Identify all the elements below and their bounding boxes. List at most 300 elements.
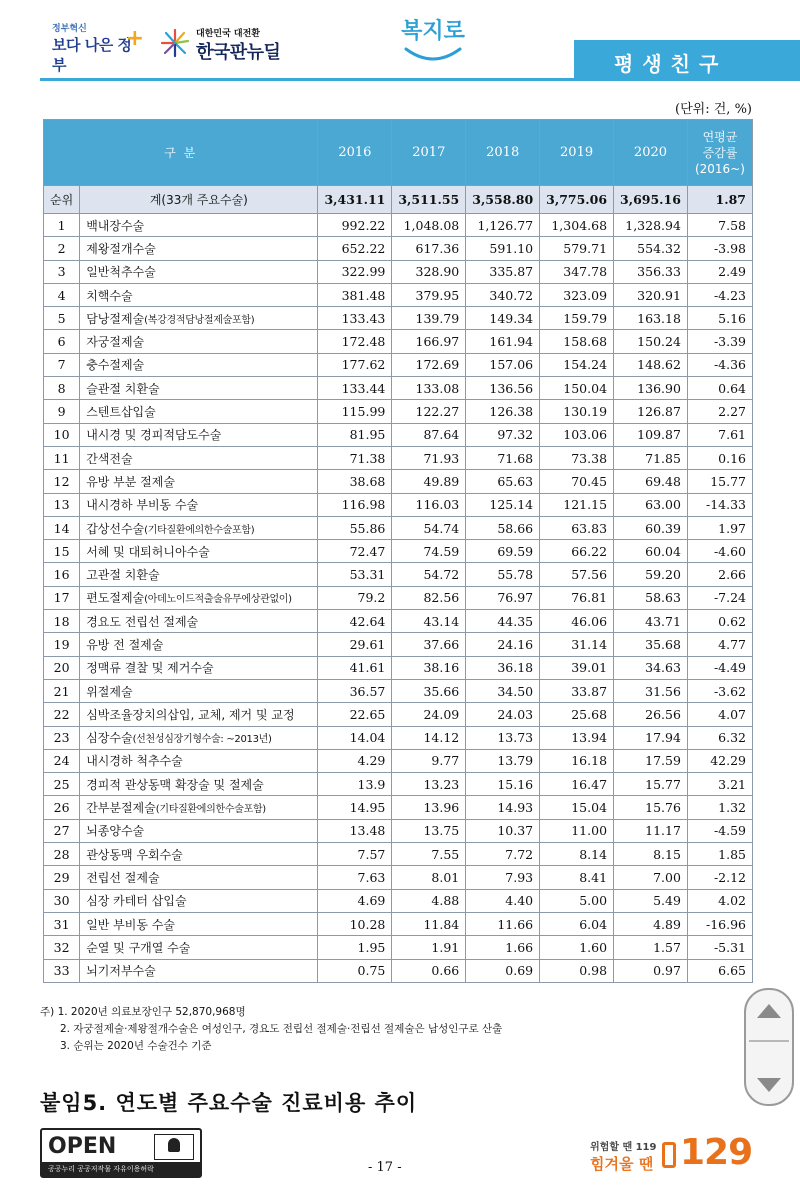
cell-growth-rate: -3.98 [687, 237, 752, 260]
cell-2016: 13.48 [318, 819, 392, 842]
cell-2020: 17.59 [614, 749, 688, 772]
row-rank: 26 [44, 796, 80, 819]
cell-2020: 8.15 [614, 843, 688, 866]
cell-2017: 139.79 [392, 307, 466, 330]
total-2019: 3,775.06 [540, 186, 614, 214]
cell-2019: 11.00 [540, 819, 614, 842]
cell-2019: 159.79 [540, 307, 614, 330]
cell-2017: 74.59 [392, 540, 466, 563]
cell-2020: 7.00 [614, 866, 688, 889]
row-surgery-name [80, 423, 318, 446]
cell-2016: 79.2 [318, 586, 392, 609]
cell-2017: 24.09 [392, 703, 466, 726]
cell-2019: 0.98 [540, 959, 614, 982]
smile-arc-icon [398, 45, 468, 67]
cell-2017: 11.84 [392, 912, 466, 935]
row-rank: 9 [44, 400, 80, 423]
cell-2019: 130.19 [540, 400, 614, 423]
surgery-name-text: 뇌기저부수술 [86, 964, 156, 979]
row-rank: 18 [44, 610, 80, 633]
cell-2018: 591.10 [466, 237, 540, 260]
surgery-name-note: (아데노이드적출술유무에상관없이) [144, 594, 292, 606]
cell-growth-rate: -2.12 [687, 866, 752, 889]
cell-2016: 42.64 [318, 610, 392, 633]
cell-2019: 1,304.68 [540, 214, 614, 237]
cell-2017: 49.89 [392, 470, 466, 493]
unit-label: (단위: 건, %) [675, 102, 752, 117]
phone-icon [662, 1142, 676, 1168]
cell-2017: 116.03 [392, 493, 466, 516]
row-surgery-name [80, 214, 318, 237]
table-row [44, 936, 753, 959]
cell-2018: 126.38 [466, 400, 540, 423]
row-rank: 27 [44, 819, 80, 842]
surgery-name-text: 일반척추수술 [86, 265, 156, 280]
cell-growth-rate: 15.77 [687, 470, 752, 493]
table-row [44, 260, 753, 283]
cell-2019: 63.83 [540, 516, 614, 539]
cell-2018: 149.34 [466, 307, 540, 330]
surgery-name-text: 전립선 절제술 [86, 870, 160, 885]
cell-2017: 1,048.08 [392, 214, 466, 237]
cell-2018: 161.94 [466, 330, 540, 353]
cell-2017: 122.27 [392, 400, 466, 423]
cell-growth-rate: -7.24 [687, 586, 752, 609]
cell-2016: 652.22 [318, 237, 392, 260]
cell-2019: 1.60 [540, 936, 614, 959]
cell-2020: 554.32 [614, 237, 688, 260]
surgery-name-text: 내시경하 부비동 수술 [86, 498, 199, 513]
cell-2017: 9.77 [392, 749, 466, 772]
cell-2016: 177.62 [318, 353, 392, 376]
cell-2019: 13.94 [540, 726, 614, 749]
row-surgery-name [80, 773, 318, 796]
cell-2017: 7.55 [392, 843, 466, 866]
note-1: 주) 1. 2020년 의료보장인구 52,870,968명 [40, 1006, 246, 1018]
cell-2017: 35.66 [392, 679, 466, 702]
row-rank: 7 [44, 353, 80, 376]
cell-2020: 320.91 [614, 283, 688, 306]
row-rank: 1 [44, 214, 80, 237]
cell-2018: 65.63 [466, 470, 540, 493]
page-header [0, 0, 800, 80]
cell-2018: 36.18 [466, 656, 540, 679]
growth-rate-line2: 증감률 [702, 145, 738, 160]
cell-2020: 136.90 [614, 377, 688, 400]
cell-2016: 7.63 [318, 866, 392, 889]
cell-2018: 13.73 [466, 726, 540, 749]
total-2018: 3,558.80 [466, 186, 540, 214]
cell-2018: 136.56 [466, 377, 540, 400]
cell-2018: 13.79 [466, 749, 540, 772]
open-license-caption: 공공누리 공공저작물 자유이용허락 [42, 1162, 200, 1176]
surgery-name-text: 심박조율장치의삽입, 교체, 제거 및 교정 [86, 707, 295, 722]
cell-2017: 37.66 [392, 633, 466, 656]
cell-growth-rate: 2.49 [687, 260, 752, 283]
row-surgery-name [80, 749, 318, 772]
cell-growth-rate: -4.36 [687, 353, 752, 376]
cell-2017: 14.12 [392, 726, 466, 749]
rank-header: 순위 [44, 186, 80, 214]
open-label: OPEN [48, 1134, 117, 1159]
surgery-name-text: 충수절제술 [86, 358, 145, 373]
cell-growth-rate: 4.02 [687, 889, 752, 912]
cell-2019: 33.87 [540, 679, 614, 702]
surgery-name-note: (선천성심장기형수술: ~2013년) [132, 734, 272, 746]
header-category: 구 분 [44, 120, 318, 186]
header-divider [40, 78, 800, 81]
cell-growth-rate: 0.64 [687, 377, 752, 400]
surgery-name-text: 갑상선수술 [86, 521, 145, 536]
cell-2017: 38.16 [392, 656, 466, 679]
korean-new-deal-logo [160, 24, 300, 66]
cell-2019: 76.81 [540, 586, 614, 609]
cell-2016: 133.44 [318, 377, 392, 400]
total-2016: 3,431.11 [318, 186, 392, 214]
cell-2019: 158.68 [540, 330, 614, 353]
table-header-row [44, 120, 753, 186]
cell-2016: 36.57 [318, 679, 392, 702]
cell-growth-rate: -3.62 [687, 679, 752, 702]
growth-rate-line3: (2016~) [694, 161, 745, 176]
row-rank: 8 [44, 377, 80, 400]
cell-growth-rate: -16.96 [687, 912, 752, 935]
header-year-2016: 2016 [318, 120, 392, 186]
row-rank: 20 [44, 656, 80, 679]
cell-growth-rate: 42.29 [687, 749, 752, 772]
row-rank: 2 [44, 237, 80, 260]
cell-2017: 13.23 [392, 773, 466, 796]
cell-2017: 1.91 [392, 936, 466, 959]
bokjiro-logo [398, 14, 468, 70]
surgery-name-note: (기타질환에의한수술포함) [144, 524, 255, 536]
table-row [44, 912, 753, 935]
total-label: 계(33개 주요수술) [80, 186, 318, 214]
row-rank: 13 [44, 493, 80, 516]
cell-2020: 35.68 [614, 633, 688, 656]
page-scroll-control[interactable] [744, 988, 794, 1106]
surgery-name-text: 자궁절제술 [86, 335, 145, 350]
surgery-name-text: 일반 부비동 수술 [86, 917, 175, 932]
cell-2019: 323.09 [540, 283, 614, 306]
row-rank: 19 [44, 633, 80, 656]
cell-2017: 617.36 [392, 237, 466, 260]
row-surgery-name [80, 679, 318, 702]
cell-2019: 579.71 [540, 237, 614, 260]
banner-text: 평생친구 [614, 52, 728, 76]
table-row [44, 796, 753, 819]
row-rank: 33 [44, 959, 80, 982]
row-rank: 5 [44, 307, 80, 330]
cell-2018: 14.93 [466, 796, 540, 819]
row-surgery-name [80, 446, 318, 469]
cell-2018: 24.03 [466, 703, 540, 726]
table-row [44, 516, 753, 539]
table-row [44, 703, 753, 726]
note-3: 3. 순위는 2020년 수술건수 기준 [60, 1040, 212, 1052]
gov-logo-text: 보다 나은 정부 [52, 36, 132, 74]
cell-2018: 10.37 [466, 819, 540, 842]
table-row [44, 470, 753, 493]
cell-2019: 6.04 [540, 912, 614, 935]
table-row [44, 656, 753, 679]
gov-innovation-logo [52, 24, 144, 74]
cell-2020: 60.04 [614, 540, 688, 563]
row-surgery-name [80, 563, 318, 586]
cell-2018: 76.97 [466, 586, 540, 609]
surgery-name-text: 내시경하 척추수술 [86, 754, 183, 769]
header-year-2020: 2020 [614, 120, 688, 186]
cell-2019: 121.15 [540, 493, 614, 516]
table-row [44, 819, 753, 842]
table-row [44, 423, 753, 446]
cell-2016: 4.69 [318, 889, 392, 912]
open-license-badge [40, 1128, 202, 1178]
cell-2018: 55.78 [466, 563, 540, 586]
surgery-name-text: 경피적 관상동맥 확장술 및 절제술 [86, 777, 264, 792]
surgery-name-text: 편도절제술 [86, 591, 145, 606]
cell-2017: 82.56 [392, 586, 466, 609]
cell-2016: 41.61 [318, 656, 392, 679]
table-row [44, 353, 753, 376]
cell-2017: 172.69 [392, 353, 466, 376]
cell-growth-rate: 5.16 [687, 307, 752, 330]
cell-2020: 43.71 [614, 610, 688, 633]
cell-2017: 13.75 [392, 819, 466, 842]
cell-2019: 57.56 [540, 563, 614, 586]
cell-2018: 58.66 [466, 516, 540, 539]
cell-2019: 16.47 [540, 773, 614, 796]
cell-2018: 44.35 [466, 610, 540, 633]
cell-2017: 13.96 [392, 796, 466, 819]
surgery-name-text: 내시경 및 경피적담도수술 [86, 428, 222, 443]
surgery-name-note: (기타질환에의한수술포함) [155, 804, 266, 816]
cell-2016: 1.95 [318, 936, 392, 959]
row-rank: 25 [44, 773, 80, 796]
table-row [44, 866, 753, 889]
surgery-name-text: 뇌종양수술 [86, 824, 145, 839]
row-rank: 31 [44, 912, 80, 935]
table-row [44, 400, 753, 423]
cell-2018: 4.40 [466, 889, 540, 912]
cell-growth-rate: -4.59 [687, 819, 752, 842]
table-row [44, 377, 753, 400]
cell-2016: 116.98 [318, 493, 392, 516]
row-rank: 4 [44, 283, 80, 306]
new-deal-small-text: 대한민국 대전환 [196, 29, 260, 39]
table-row [44, 563, 753, 586]
surgery-name-text: 간색전술 [86, 451, 133, 466]
table-row [44, 749, 753, 772]
surgery-name-text: 간부분절제술 [86, 801, 156, 816]
scroll-up-icon[interactable] [757, 1004, 781, 1018]
surgery-name-text: 고관절 치환술 [86, 568, 160, 583]
row-surgery-name [80, 610, 318, 633]
table-row [44, 889, 753, 912]
scroll-divider [749, 1040, 789, 1042]
hotline-big-text: 힘겨울 땐 [590, 1155, 654, 1173]
cell-2019: 103.06 [540, 423, 614, 446]
row-surgery-name [80, 540, 318, 563]
row-surgery-name [80, 283, 318, 306]
row-rank: 22 [44, 703, 80, 726]
cell-2020: 71.85 [614, 446, 688, 469]
surgery-name-text: 관상동맥 우회수술 [86, 847, 183, 862]
cell-growth-rate: -4.23 [687, 283, 752, 306]
cell-2017: 4.88 [392, 889, 466, 912]
row-rank: 29 [44, 866, 80, 889]
cell-2019: 70.45 [540, 470, 614, 493]
cell-2019: 39.01 [540, 656, 614, 679]
cell-2018: 0.69 [466, 959, 540, 982]
cell-2016: 55.86 [318, 516, 392, 539]
new-deal-text: 한국판뉴딜 [196, 42, 281, 63]
cell-growth-rate: 0.62 [687, 610, 752, 633]
total-2020: 3,695.16 [614, 186, 688, 214]
cell-2016: 29.61 [318, 633, 392, 656]
attribution-icon [154, 1134, 194, 1160]
header-growth-rate [687, 120, 752, 186]
row-surgery-name [80, 586, 318, 609]
cell-2019: 347.78 [540, 260, 614, 283]
gov-logo-small-text: 정부혁신 [52, 24, 87, 34]
row-rank: 21 [44, 679, 80, 702]
surgery-name-text: 유방 부분 절제술 [86, 474, 175, 489]
cell-2018: 34.50 [466, 679, 540, 702]
row-surgery-name [80, 703, 318, 726]
cell-2020: 15.77 [614, 773, 688, 796]
hotline-small-text: 위험할 땐 119 [590, 1142, 657, 1153]
cell-2020: 63.00 [614, 493, 688, 516]
table-notes [40, 1004, 502, 1055]
cell-2017: 71.93 [392, 446, 466, 469]
cell-2018: 157.06 [466, 353, 540, 376]
cell-2017: 166.97 [392, 330, 466, 353]
row-rank: 16 [44, 563, 80, 586]
cell-2018: 7.93 [466, 866, 540, 889]
cell-2020: 31.56 [614, 679, 688, 702]
row-surgery-name [80, 470, 318, 493]
header-year-2017: 2017 [392, 120, 466, 186]
row-rank: 17 [44, 586, 80, 609]
cell-2016: 14.95 [318, 796, 392, 819]
cell-growth-rate: 2.27 [687, 400, 752, 423]
cell-growth-rate: 7.58 [687, 214, 752, 237]
surgery-name-text: 서혜 및 대퇴허니아수술 [86, 544, 210, 559]
cell-2016: 71.38 [318, 446, 392, 469]
cell-2020: 356.33 [614, 260, 688, 283]
total-growth-rate: 1.87 [687, 186, 752, 214]
row-surgery-name [80, 726, 318, 749]
total-row [44, 186, 753, 214]
cell-2020: 109.87 [614, 423, 688, 446]
table-row [44, 586, 753, 609]
cell-growth-rate: -14.33 [687, 493, 752, 516]
table-row [44, 540, 753, 563]
cell-2016: 81.95 [318, 423, 392, 446]
cell-2020: 5.49 [614, 889, 688, 912]
cell-2020: 163.18 [614, 307, 688, 330]
hotline-logo [590, 1130, 760, 1180]
table-row [44, 493, 753, 516]
cell-2017: 54.72 [392, 563, 466, 586]
row-surgery-name [80, 493, 318, 516]
cell-2020: 17.94 [614, 726, 688, 749]
surgery-name-text: 담낭절제술 [86, 311, 145, 326]
cell-2020: 148.62 [614, 353, 688, 376]
cell-2017: 43.14 [392, 610, 466, 633]
row-surgery-name [80, 633, 318, 656]
table-row [44, 610, 753, 633]
cell-2018: 1.66 [466, 936, 540, 959]
row-surgery-name [80, 400, 318, 423]
table-row [44, 633, 753, 656]
cell-2016: 322.99 [318, 260, 392, 283]
plus-icon: + [125, 26, 144, 51]
cell-2019: 66.22 [540, 540, 614, 563]
cell-2020: 59.20 [614, 563, 688, 586]
cell-2018: 97.32 [466, 423, 540, 446]
cell-2020: 1,328.94 [614, 214, 688, 237]
cell-2019: 25.68 [540, 703, 614, 726]
table-row [44, 959, 753, 982]
surgery-name-text: 심장 카테터 삽입술 [86, 894, 187, 909]
cell-2017: 54.74 [392, 516, 466, 539]
cell-2020: 34.63 [614, 656, 688, 679]
row-surgery-name [80, 936, 318, 959]
row-surgery-name [80, 516, 318, 539]
cell-2018: 7.72 [466, 843, 540, 866]
cell-2018: 24.16 [466, 633, 540, 656]
table-row [44, 679, 753, 702]
cell-2016: 22.65 [318, 703, 392, 726]
bokjiro-text: 복지로 [401, 19, 465, 44]
row-rank: 12 [44, 470, 80, 493]
cell-2019: 8.14 [540, 843, 614, 866]
cell-2017: 328.90 [392, 260, 466, 283]
total-2017: 3,511.55 [392, 186, 466, 214]
row-rank: 30 [44, 889, 80, 912]
table-row [44, 773, 753, 796]
surgery-name-text: 심장수술 [86, 731, 133, 746]
cell-2016: 7.57 [318, 843, 392, 866]
cell-2016: 133.43 [318, 307, 392, 330]
cell-2018: 125.14 [466, 493, 540, 516]
table-row [44, 214, 753, 237]
cell-2017: 0.66 [392, 959, 466, 982]
cell-2020: 58.63 [614, 586, 688, 609]
row-surgery-name [80, 959, 318, 982]
table-row [44, 237, 753, 260]
cell-2019: 16.18 [540, 749, 614, 772]
cell-2020: 26.56 [614, 703, 688, 726]
cell-2019: 150.04 [540, 377, 614, 400]
surgery-name-text: 유방 전 절제술 [86, 637, 164, 652]
cell-growth-rate: -5.31 [687, 936, 752, 959]
cell-growth-rate: 1.97 [687, 516, 752, 539]
row-rank: 10 [44, 423, 80, 446]
table-row [44, 283, 753, 306]
table-row [44, 330, 753, 353]
cell-2016: 115.99 [318, 400, 392, 423]
cell-2020: 150.24 [614, 330, 688, 353]
cell-2020: 60.39 [614, 516, 688, 539]
cell-growth-rate: 4.07 [687, 703, 752, 726]
scroll-down-icon[interactable] [757, 1078, 781, 1092]
row-surgery-name [80, 307, 318, 330]
cell-2018: 11.66 [466, 912, 540, 935]
cell-2016: 992.22 [318, 214, 392, 237]
